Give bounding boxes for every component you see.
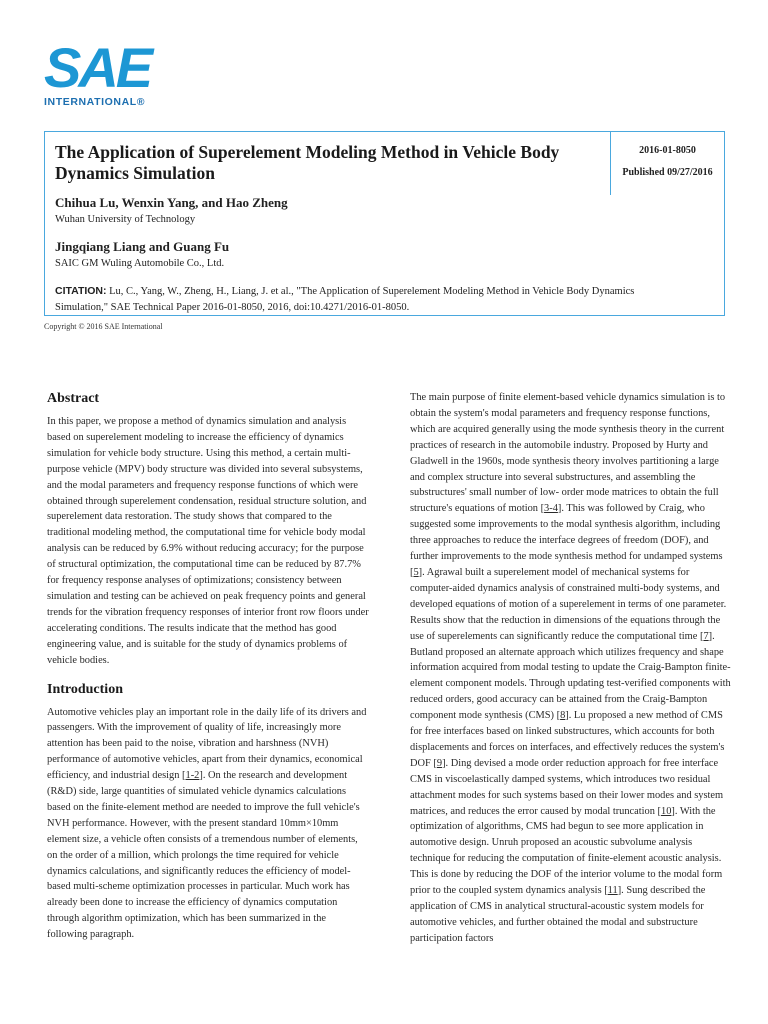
reference-link[interactable]: 5 [413,566,419,578]
copyright-notice: Copyright © 2016 SAE International [44,322,163,331]
reference-link[interactable]: 7 [703,630,709,642]
authors-group-2: Jingqiang Liang and Guang Fu [55,239,230,254]
paper-header-box [44,131,725,316]
affiliation-group-2: SAIC GM Wuling Automobile Co., Ltd. [55,258,225,269]
logo-subtitle: INTERNATIONAL® [44,96,146,108]
citation-label: CITATION: [55,285,107,297]
body-text-4: ]. Butland proposed an alternate approach which utilizes frequency and shape information acquired from modal testing to update the Craig-Bampton finite-element component models. Through updating test-verified components with reduced orders, good accuracy can be attained from the Craig-Bampton component mode synthesis (CMS) [ [410,630,731,722]
reference-link[interactable]: 3-4 [544,503,558,515]
reference-link[interactable]: 1-2 [185,770,200,782]
body-text [410,390,732,947]
header-divider [610,132,611,195]
logo-mark: SAE [44,36,151,99]
body-text-2: ]. This was followed by Craig, who suggested some improvements to the modal synthesis algorithm, including three approaches to reduce the interface degrees of freedom (DOF), and further improvements to the mode synthesis method for undamped systems [ [410,503,723,578]
left-column [47,390,369,943]
intro-text-a: Automotive vehicles play an important role in the daily life of its drivers and passengers. With the improvement of quality of life, increasingly more attention has been paid to the noise, vibration and harshness (NVH) performance of automotive vehicles, apart from their dynamics, economical efficiency, and industrial design [ [47,706,367,782]
reference-link[interactable]: 8 [560,710,566,722]
abstract-heading: Abstract [47,391,100,406]
intro-text-b: ]. On the research and development (R&D) side, large quantities of simulated vehicle dynamics calculations based on the finite-element method are needed to improve the full vehicle's NVH performance. However, with the present standard 10mm×10mm element size, a vehicle often consists of a tremendous number of elements, on the order of a million, which prolongs the time required for vehicle dynamics calculations, and significantly reduces the efficiency of model-based multi-scheme optimization processes in particular. Much work has already been done to increase the efficiency of dynamics computation through algorithm optimization, which has been summarized in the following paragraph. [47,770,360,941]
body-text-5: ]. Lu proposed a new method of CMS for free interfaces based on linked substructures, which accounts for both displacements and forces on interfaces, and effectively reduces the system's DOF [ [410,710,725,769]
reference-link[interactable]: 10 [661,805,672,817]
right-column [410,390,732,947]
introduction-text [47,705,369,944]
authors-group-1: Chihua Lu, Wenxin Yang, and Hao Zheng [55,195,288,210]
paper-title: The Application of Superelement Modeling Method in Vehicle Body Dynamics Simulation [55,142,560,183]
reference-link[interactable]: 11 [607,885,618,897]
affiliation-group-1: Wuhan University of Technology [55,214,196,225]
sae-logo [44,36,154,108]
reference-link[interactable]: 9 [436,757,443,769]
published-date: Published 09/27/2016 [622,167,713,178]
body-text-3: ]. Agrawal built a superelement model of mechanical systems for computer-aided dynamics analysis of constrained multi-body systems, and developed equations of motion of a superelement in terms of one parameter. Results show that the reduction in dimensions of the equations through the use of superelements can significantly reduce the computational time [ [410,566,727,642]
body-text-6: ]. Ding devised a mode order reduction approach for free interface CMS in viscoelastically damped systems, which introduces two residual attachment modes for such systems based on their lower modes and system matrices, and reduces the error caused by modal truncation [ [410,757,724,817]
citation [55,283,675,316]
body-text-8: ]. Sung described the application of CMS in analytical structural-acoustic system models for automotive vehicles, and further obtained the modal and substructure participation factors [410,885,706,944]
body-text-1: The main purpose of finite element-based vehicle dynamics simulation is to obtain the system's modal parameters and frequency response functions, which are acquired generally using the mode synthesis theory in the current practices of research in the automobile industry. Proposed by Hurty and Gladwell in the 1960s, mode synthesis theory involves partitioning a large and complex structure into several substructures, and assembling the substructures' small number of low- order mode matrices to obtain the full structure's equations of motion [ [410,392,726,515]
introduction-heading: Introduction [47,681,123,697]
body-text-7: ]. With the optimization of algorithms, CMS had begun to see more application in automotive design. Unruh proposed an acoustic subvolume analysis technique for reducing the computation of finite-element acoustic analysis. This is done by reducing the DOF of the interior volume to the modal form prior to the coupled system dynamics analysis [ [410,805,723,897]
citation-text: Lu, C., Yang, W., Zheng, H., Liang, J. et al., "The Application of Superelement Modeling Method in Vehicle Body Dynamics Simulation," SAE Technical Paper 2016-01-8050, 2016, doi:10.4271/2016-01-8050. [55,286,635,313]
abstract-text: In this paper, we propose a method of dynamics simulation and analysis based on superelement modeling to increase the efficiency of dynamics simulation for vehicle body structure. Using this method, a certain multi-purpose vehicle (MPV) body structure was divided into several subsystems, and the modal parameters and frequency response functions of which were obtained through superelement condensation, residual structure solution, and superelement data restoration. The study shows that compared to the traditional modeling method, the computational time for vehicle body modal analysis can be reduced by 6.9% without reducing accuracy; for the purpose of structural optimization, the computational time can be reduced by 87.7% for frequency response analyses of optimizations; consistency between simulation and testing can be achieved on peak frequency points and general trends for the vibration frequency responses of interior front row floors under accelerating conditions. The results indicate that the method has good engineering value, and is suitable for the study of dynamics problems of vehicle bodies. [47,416,369,666]
paper-id: 2016-01-8050 [639,145,696,156]
